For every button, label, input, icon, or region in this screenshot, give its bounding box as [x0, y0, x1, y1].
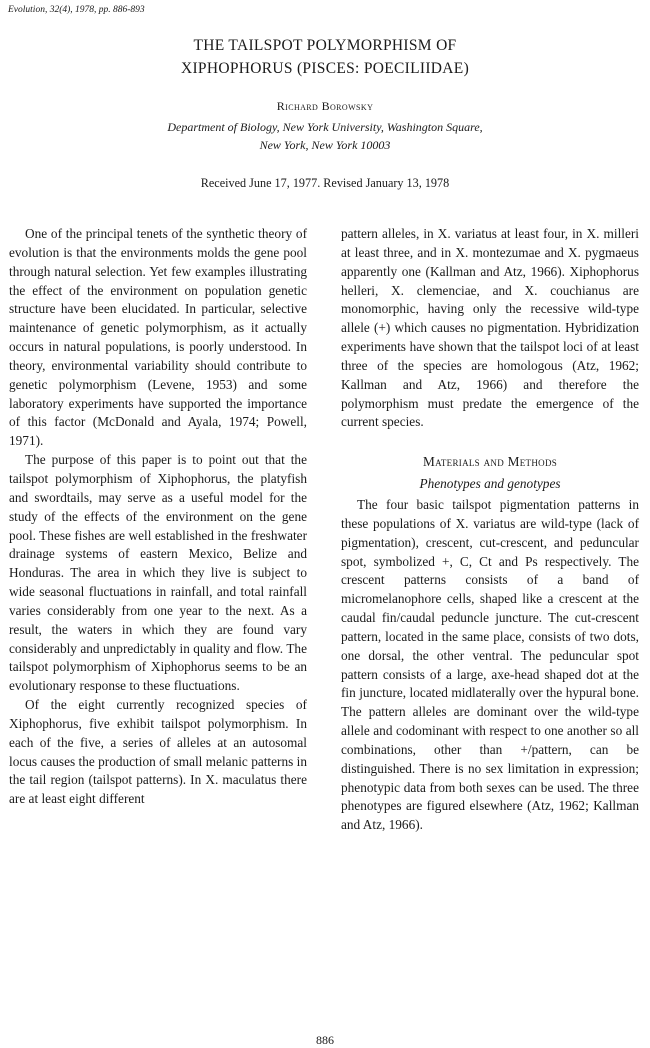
left-column [9, 225, 307, 809]
journal-citation: Evolution, 32(4), 1978, pp. 886-893 [8, 5, 145, 15]
paragraph: The purpose of this paper is to point out that the tailspot polymorphism of Xiphophorus, the platyfish and swordtails, may serve as a useful model for the study of the effects of the environment on the gene pool. These fishes are well established in the freshwater drainage systems of eastern Mexico, Belize and Honduras. The area in which they live is subject to wide seasonal fluctuations in rainfall, and total rainfall varies considerably from one year to the next. As a result, the waters in which they are found vary considerably and unpredictably in quality and flow. The tailspot polymorphism of Xiphophorus seems to be an evolutionary response to these fluctuations. [9, 452, 307, 694]
received-dates: Received June 17, 1977. Revised January 13, 1978 [200, 176, 450, 190]
paper-title-line1: THE TAILSPOT POLYMORPHISM OF [193, 37, 457, 54]
subsection-heading: Phenotypes and genotypes [419, 476, 561, 492]
paper-title-line2: XIPHOPHORUS (PISCES: POECILIIDAE) [180, 60, 470, 77]
paragraph: Of the eight currently recognized species of Xiphophorus, five exhibit tailspot polymorphism. In each of the five, a series of alleles at an autosomal locus causes the production of small melanic patterns in the tail region (tailspot patterns). In X. maculatus there are at least eight different [9, 697, 307, 807]
affiliation-line1: Department of Biology, New York University, Washington Square, [167, 120, 483, 134]
affiliation-line2: New York, New York 10003 [259, 138, 391, 152]
right-column [341, 225, 639, 835]
section-heading: Materials and Methods [422, 454, 558, 470]
paragraph: One of the principal tenets of the synthetic theory of evolution is that the environments molds the gene pool through natural selection. Yet few examples illustrating the effect of the environment on population genetic structure have been elucidated. In particular, selective maintenance of genetic polymorphism, as it actually occurs in natural populations, is poorly understood. In theory, environmental variability should contribute to genetic polymorphism (Levene, 1953) and some laboratory experiments have supported the importance of this factor (McDonald and Ayala, 1974; Powell, 1971). [9, 226, 307, 449]
paragraph: The four basic tailspot pigmentation patterns in these populations of X. variatus are wild-type (lack of pigmentation), crescent, cut-crescent, and peduncular spot, symbolized +, C, Ct and Ps respectively. The crescent patterns consists of a band of micromelanophore cells, shaped like a crescent at the caudal fin/caudal peduncle juncture. The cut-crescent pattern, located in the same place, consists of two dots, one dorsal, the other ventral. The peduncular spot pattern consists of a large, axe-head shaped dot at the fin juncture, located midlaterally over the hypural bone. The pattern alleles are dominant over the wild-type allele and codominant with respect to one another so all combinations, other than +/pattern, can be distinguished. There is no sex limitation in expression; phenotypic data from both sexes can be used. The three phenotypes are figured elsewhere (Atz, 1962; Kallman and Atz, 1966). [341, 496, 639, 833]
author-name: Richard Borowsky [276, 99, 374, 113]
paragraph: pattern alleles, in X. variatus at least four, in X. milleri at least three, and in X. montezumae and X. pygmaeus apparently one (Kallman and Atz, 1966). Xiphophorus helleri, X. clemenciae, and X. couchianus are monomorphic, having only the recessive wild-type allele (+) which causes no pigmentation. Hybridization experiments have shown that the tailspot loci of at least three of the species are homologous (Atz, 1962; Kallman and Atz, 1966) and therefore the polymorphism must predate the emergence of the current species. [341, 226, 639, 430]
page-number: 886 [316, 1033, 334, 1047]
